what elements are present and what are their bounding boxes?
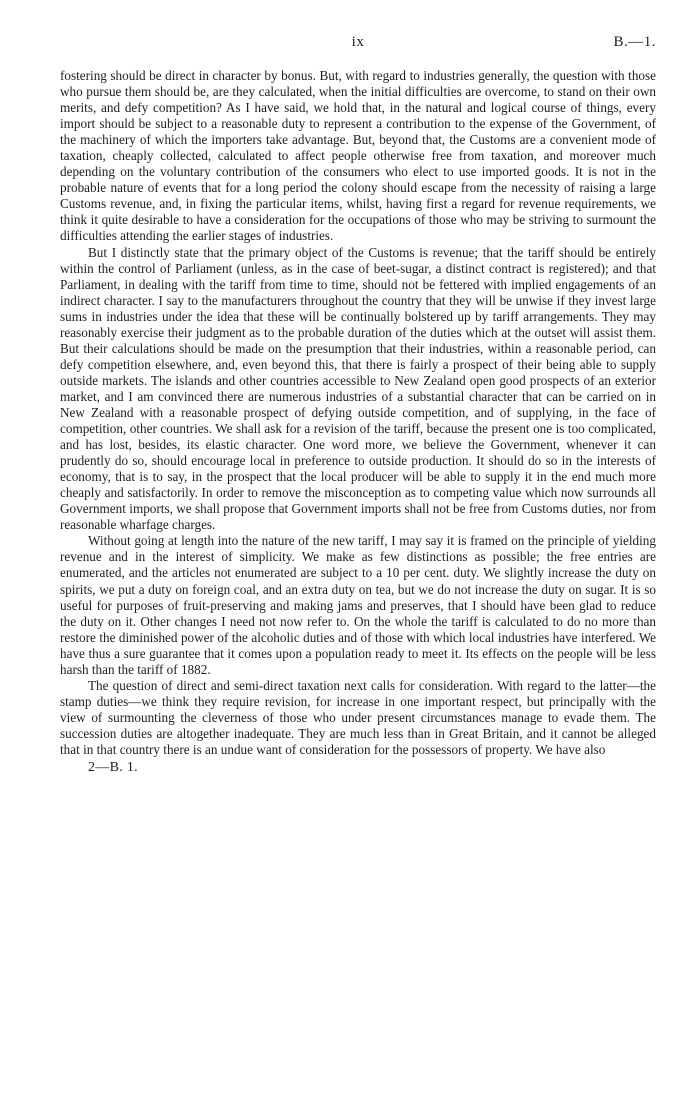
signature-mark: 2—B. 1. xyxy=(88,760,138,776)
page-header xyxy=(60,34,656,56)
document-reference: B.—1. xyxy=(613,34,656,50)
paragraph-4: The question of direct and semi-direct taxation next calls for consideration. With regard to the latter—the stamp duties—we think they require revision, for increase in one important respect, but principally with the view of surmounting the cleverness of those who under present circumstances manage to evade them. The succession duties are altogether inadequate. They are much less than in Great Britain, and it cannot be alleged that in that country there is an undue want of consideration for the possessors of property. We have also xyxy=(60,677,656,757)
paragraph-1: fostering should be direct in character by bonus. But, with regard to industries generally, the question with those who pursue them should be, are they calculated, when the initial difficulties are overcome, to stand on their own merits, and defy competition? As I have said, we hold that, in the natural and logical course of things, every import should be subject to a reasonable duty to represent a contribution to the expense of the Government, of the machinery of which the importers take advantage. But, beyond that, the Customs are a convenient mode of taxation, cheaply collected, calculated to affect people otherwise free from taxation, and moreover much depending on the voluntary contribution of the consumers who elect to use imported goods. It is not in the probable nature of events that for a long period the colony should escape from the necessity of raising a large Customs revenue, and, in fixing the particular items, whilst, having first a regard for revenue requirements, we think it quite desirable to have a consideration for the occupations of those who may be striving to surmount the difficulties attending the earlier stages of industries. xyxy=(60,68,656,244)
page-number: ix xyxy=(351,34,365,50)
body-text xyxy=(60,68,656,758)
paragraph-3: Without going at length into the nature of the new tariff, I may say it is framed on the principle of yielding revenue and in the interest of simplicity. We make as few distinctions as possible; the free entries are enumerated, and the articles not enumerated are subject to a 10 per cent. duty. We slightly increase the duty on spirits, we put a duty on foreign coal, and an extra duty on tea, but we do not increase the duty on sugar. It is so useful for purposes of fruit-preserving and making jams and preserves, that I should have been glad to reduce the duty on it. Other changes I need not now refer to. On the whole the tariff is calculated to do no more than restore the diminished power of the alcoholic duties and of those with which local industries have interfered. We have thus a sure guarantee that it comes upon a population ready to meet it. Its effects on the people will be less harsh than the tariff of 1882. xyxy=(60,533,656,677)
document-page xyxy=(60,34,656,776)
paragraph-2: But I distinctly state that the primary object of the Customs is revenue; that the tariff should be entirely within the control of Parliament (unless, as in the case of beet-sugar, a distinct contract is registered); and that Parliament, in dealing with the tariff from time to time, should not be fettered with implied engagements of an indirect character. I say to the manufacturers throughout the country that they will be unwise if they invest large sums in industries under the idea that these will be continually bolstered up by tariff arrangements. They may reasonably exercise their judgment as to the probable duration of the duties which at the outset will assist them. But their calculations should be made on the presumption that their industries, within a reasonable period, can defy competition elsewhere, and, even beyond this, that there is fairly a prospect of their being able to supply outside markets. The islands and other countries accessible to New Zealand open good prospects of an exterior market, and I am convinced there are numerous industries of a substantial character that can be carried on in New Zealand with a reasonable prospect of defying outside competition, and of supplying, in the face of competition, other countries. We shall ask for a revision of the tariff, because the present one is too complicated, and has lost, besides, its elastic character. One word more, we believe the Government, whenever it can prudently do so, should encourage local in preference to outside production. It should do so in the interests of economy, that is to say, in the prospect that the local producer will be able to supply it in the end much more cheaply and satisfactorily. In order to remove the misconception as to competing value which now surrounds all Government imports, we shall propose that Government imports shall not be free from Customs duties, nor from reasonable wharfage charges. xyxy=(60,244,656,533)
